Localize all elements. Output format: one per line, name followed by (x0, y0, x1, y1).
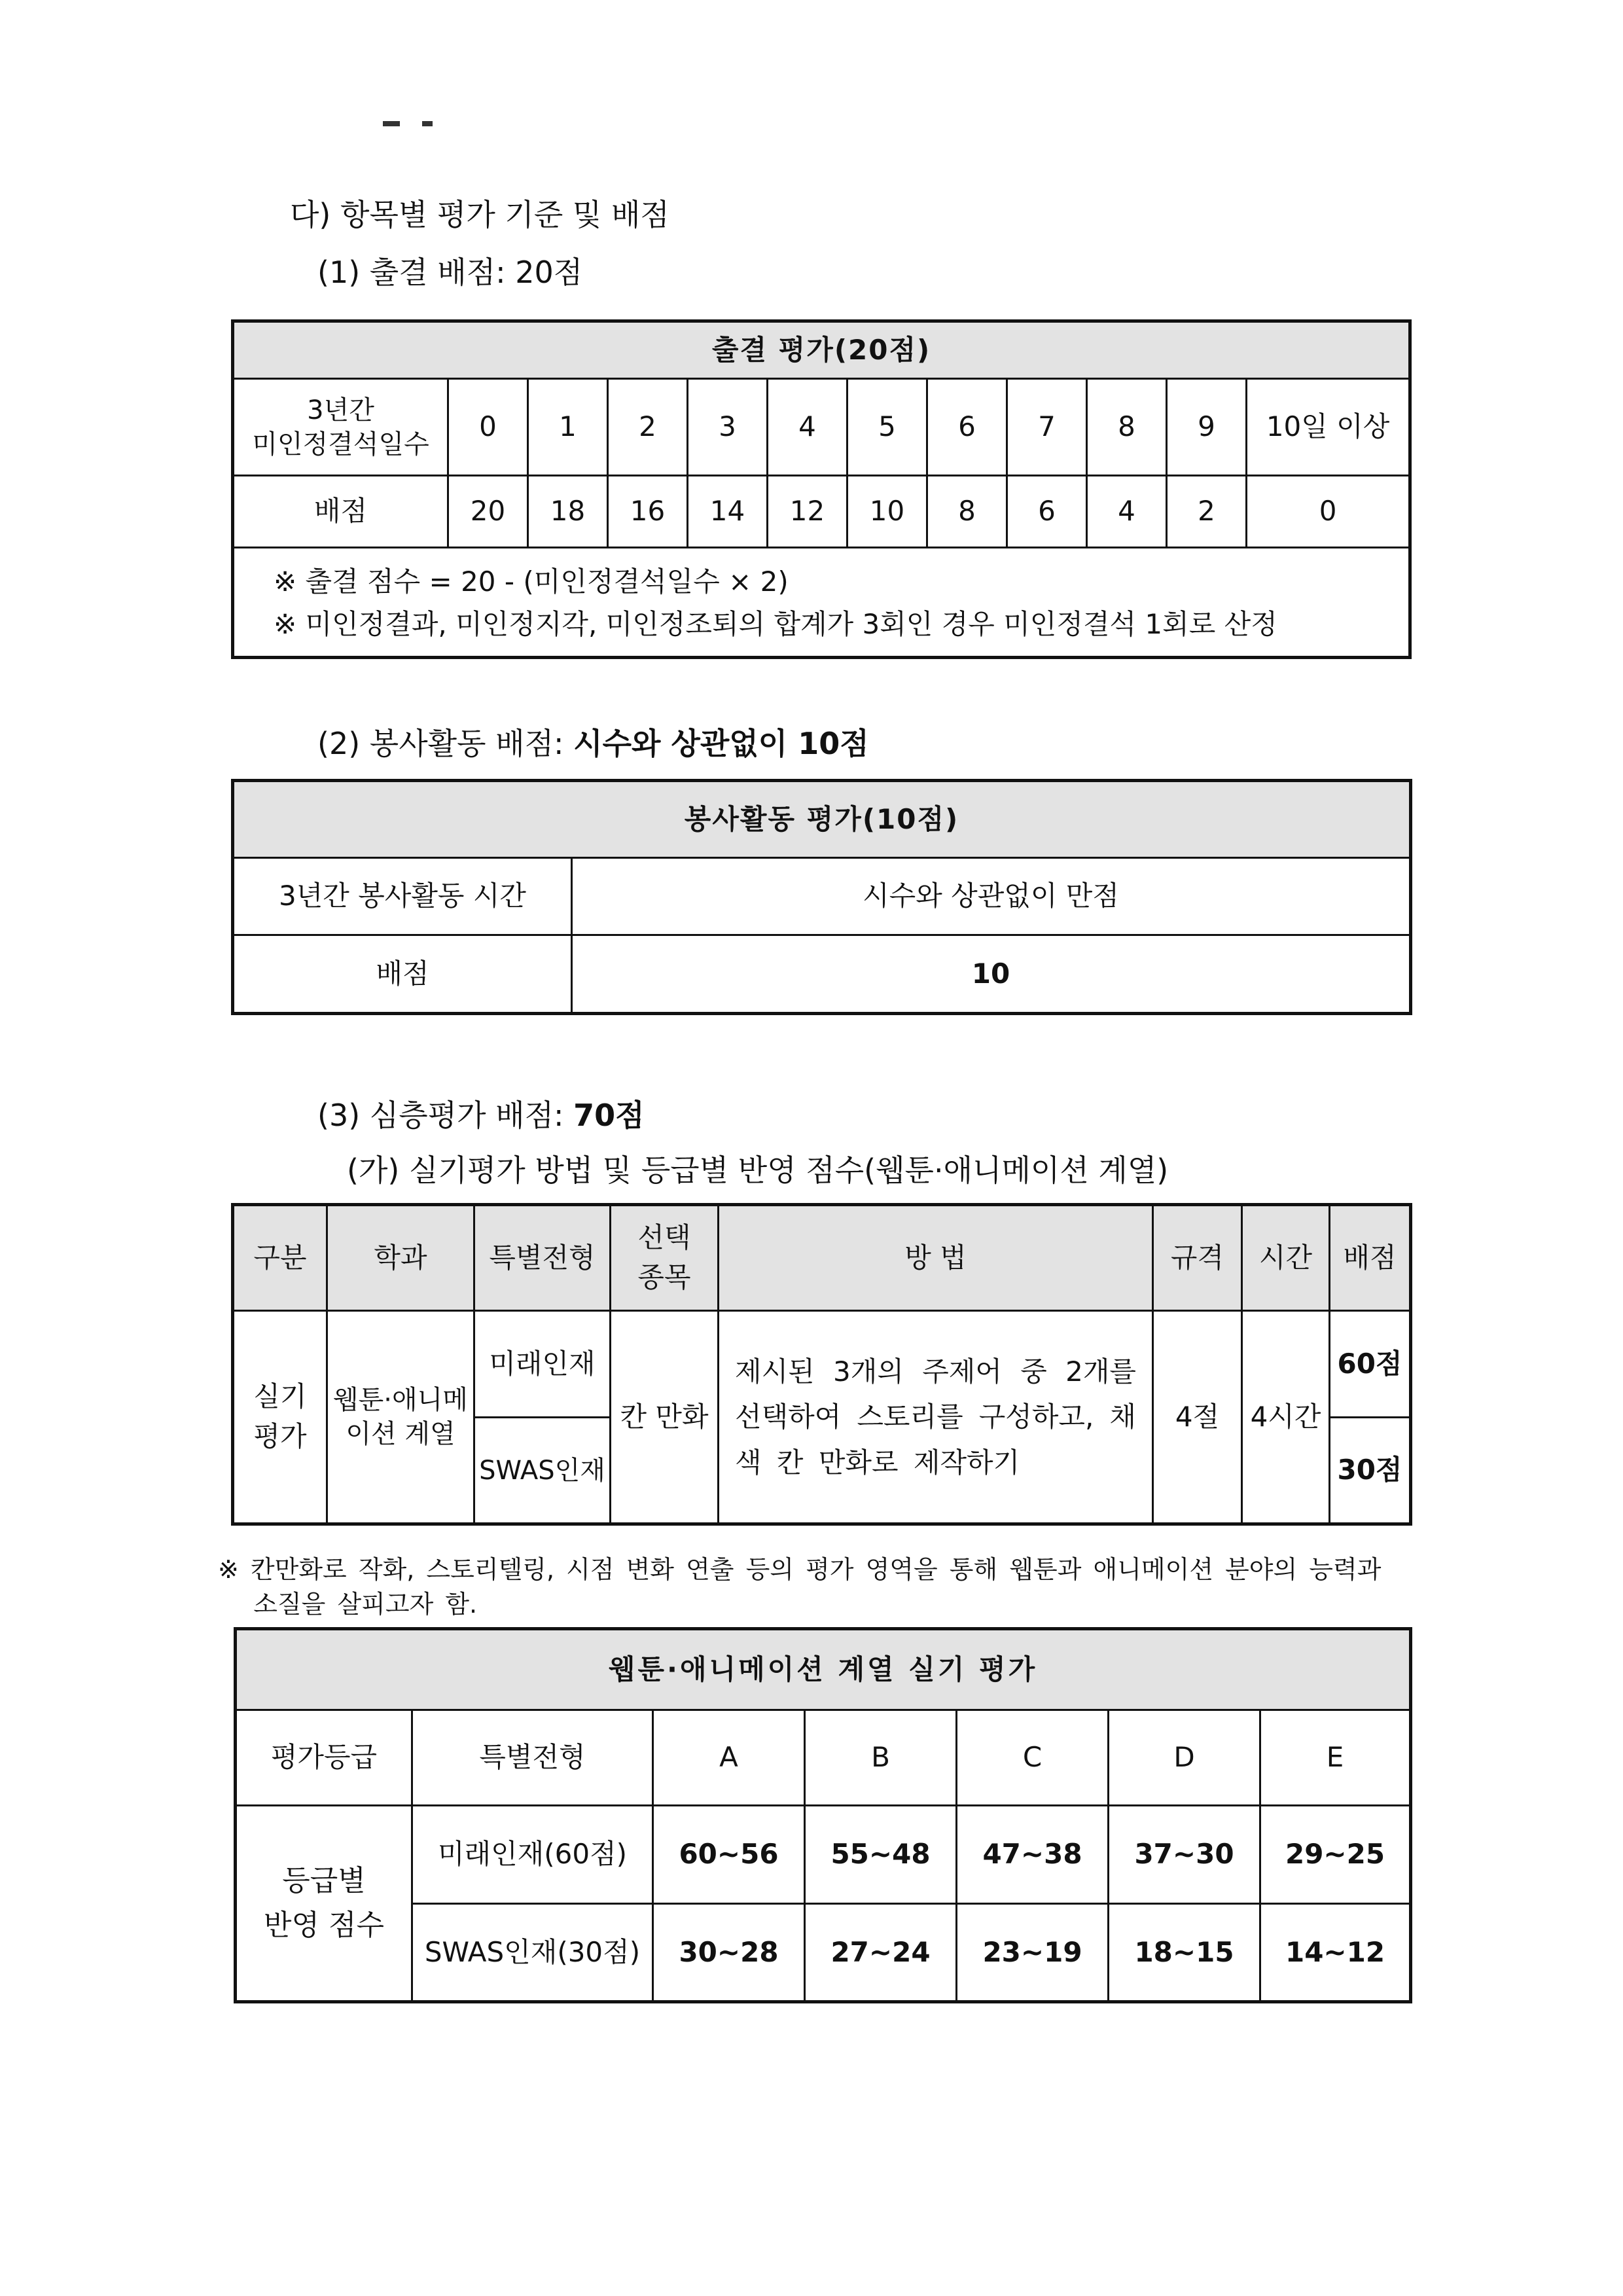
grade-cell: 18~15 (1109, 1904, 1260, 2002)
volunteer-hours-label: 3년간 봉사활동 시간 (233, 858, 572, 935)
grade-cell: 55~48 (805, 1806, 957, 1904)
grade-cell: 29~25 (1260, 1806, 1411, 1904)
absence-days-label: 3년간 미인정결석일수 (233, 379, 448, 476)
attendance-score-cell: 20 (448, 476, 528, 548)
attendance-heading: (1) 출결 배점: 20점 (317, 255, 583, 290)
practical-method: 제시된 3개의 주제어 중 2개를 선택하여 스토리를 구성하고, 채색 칸 만화로 제작하기 (719, 1311, 1153, 1524)
volunteer-heading-prefix: (2) 봉사활동 배점: (317, 726, 574, 761)
attendance-score-cell: 2 (1167, 476, 1247, 548)
practical-points-future: 60점 (1330, 1311, 1411, 1418)
grade-header-level: 평가등급 (236, 1710, 412, 1806)
attendance-score-cell: 16 (608, 476, 688, 548)
practical-category: 실기 평가 (233, 1311, 327, 1524)
grade-row-label: 등급별 반영 점수 (236, 1806, 412, 2002)
absence-days-cell: 4 (768, 379, 847, 476)
indepth-subheading: (가) 실기평가 방법 및 등급별 반영 점수(웹툰·애니메이션 계열) (347, 1153, 1169, 1188)
absence-days-cell: 8 (1087, 379, 1167, 476)
attendance-score-cell: 10 (847, 476, 927, 548)
grade-table-title: 웹툰·애니메이션 계열 실기 평가 (236, 1629, 1411, 1710)
practical-header-points: 배점 (1330, 1205, 1411, 1311)
grade-cell: 23~19 (957, 1904, 1109, 2002)
volunteer-score-value: 10 (572, 935, 1411, 1014)
grade-header-b: B (805, 1710, 957, 1806)
grade-track-swas: SWAS인재(30점) (412, 1904, 653, 2002)
volunteer-heading-bold: 시수와 상관없이 10점 (573, 726, 869, 761)
attendance-score-cell: 0 (1247, 476, 1410, 548)
volunteer-heading (317, 720, 869, 763)
attendance-score-cell: 8 (927, 476, 1007, 548)
practical-event: 칸 만화 (611, 1311, 719, 1524)
grade-cell: 30~28 (653, 1904, 805, 2002)
indepth-heading (317, 1092, 645, 1135)
grade-cell: 60~56 (653, 1806, 805, 1904)
practical-header-time: 시간 (1242, 1205, 1330, 1311)
attendance-score-cell: 4 (1087, 476, 1167, 548)
grade-header-track: 특별전형 (412, 1710, 653, 1806)
absence-days-cell: 7 (1007, 379, 1087, 476)
indepth-heading-prefix: (3) 심층평가 배점: (317, 1098, 574, 1133)
attendance-score-label: 배점 (233, 476, 448, 548)
practical-table (231, 1203, 1412, 1526)
volunteer-table-title: 봉사활동 평가(10점) (233, 781, 1411, 858)
page-top-mark (383, 117, 455, 129)
absence-days-cell: 3 (688, 379, 768, 476)
grade-header-c: C (957, 1710, 1109, 1806)
practical-spec: 4절 (1153, 1311, 1242, 1524)
practical-track-future: 미래인재 (474, 1311, 611, 1418)
absence-days-cell: 6 (927, 379, 1007, 476)
attendance-score-cell: 6 (1007, 476, 1087, 548)
grade-header-e: E (1260, 1710, 1411, 1806)
attendance-score-cell: 18 (528, 476, 608, 548)
attendance-note-formula: ※ 출결 점수 = 20 - (미인정결석일수 × 2) (274, 565, 789, 598)
practical-points-swas: 30점 (1330, 1418, 1411, 1524)
practical-header-category: 구분 (233, 1205, 327, 1311)
practical-header-department: 학과 (327, 1205, 474, 1311)
section-title: 다) 항목별 평가 기준 및 배점 (290, 197, 669, 232)
volunteer-score-label: 배점 (233, 935, 572, 1014)
grade-cell: 37~30 (1109, 1806, 1260, 1904)
absence-days-cell: 2 (608, 379, 688, 476)
practical-header-spec: 규격 (1153, 1205, 1242, 1311)
practical-header-event: 선택 종목 (611, 1205, 719, 1311)
grade-table (234, 1627, 1412, 2003)
practical-header-track: 특별전형 (474, 1205, 611, 1311)
volunteer-hours-value: 시수와 상관없이 만점 (572, 858, 1411, 935)
practical-track-swas: SWAS인재 (474, 1418, 611, 1524)
grade-track-future: 미래인재(60점) (412, 1806, 653, 1904)
grade-cell: 27~24 (805, 1904, 957, 2002)
attendance-notes (233, 548, 1410, 658)
practical-header-method: 방 법 (719, 1205, 1153, 1311)
attendance-table-title: 출결 평가(20점) (233, 321, 1410, 379)
absence-days-cell: 10일 이상 (1247, 379, 1410, 476)
grade-cell: 47~38 (957, 1806, 1109, 1904)
grade-cell: 14~12 (1260, 1904, 1411, 2002)
grade-header-d: D (1109, 1710, 1260, 1806)
absence-days-cell: 9 (1167, 379, 1247, 476)
practical-time: 4시간 (1242, 1311, 1330, 1524)
grade-header-a: A (653, 1710, 805, 1806)
absence-days-cell: 0 (448, 379, 528, 476)
absence-days-cell: 1 (528, 379, 608, 476)
practical-note: ※ 칸만화로 작화, 스토리텔링, 시점 변화 연출 등의 평가 영역을 통해 웹툰과 애니메이션 분야의 능력과 소질을 살피고자 함. (218, 1555, 1382, 1619)
attendance-score-cell: 14 (688, 476, 768, 548)
absence-days-cell: 5 (847, 379, 927, 476)
volunteer-table (231, 779, 1412, 1015)
practical-department: 웹툰·애니메 이션 계열 (327, 1311, 474, 1524)
attendance-score-cell: 12 (768, 476, 847, 548)
attendance-table (231, 319, 1412, 659)
attendance-note-rule: ※ 미인정결과, 미인정지각, 미인정조퇴의 합계가 3회인 경우 미인정결석 1회로 산정 (274, 608, 1277, 641)
indepth-heading-bold: 70점 (573, 1098, 645, 1133)
